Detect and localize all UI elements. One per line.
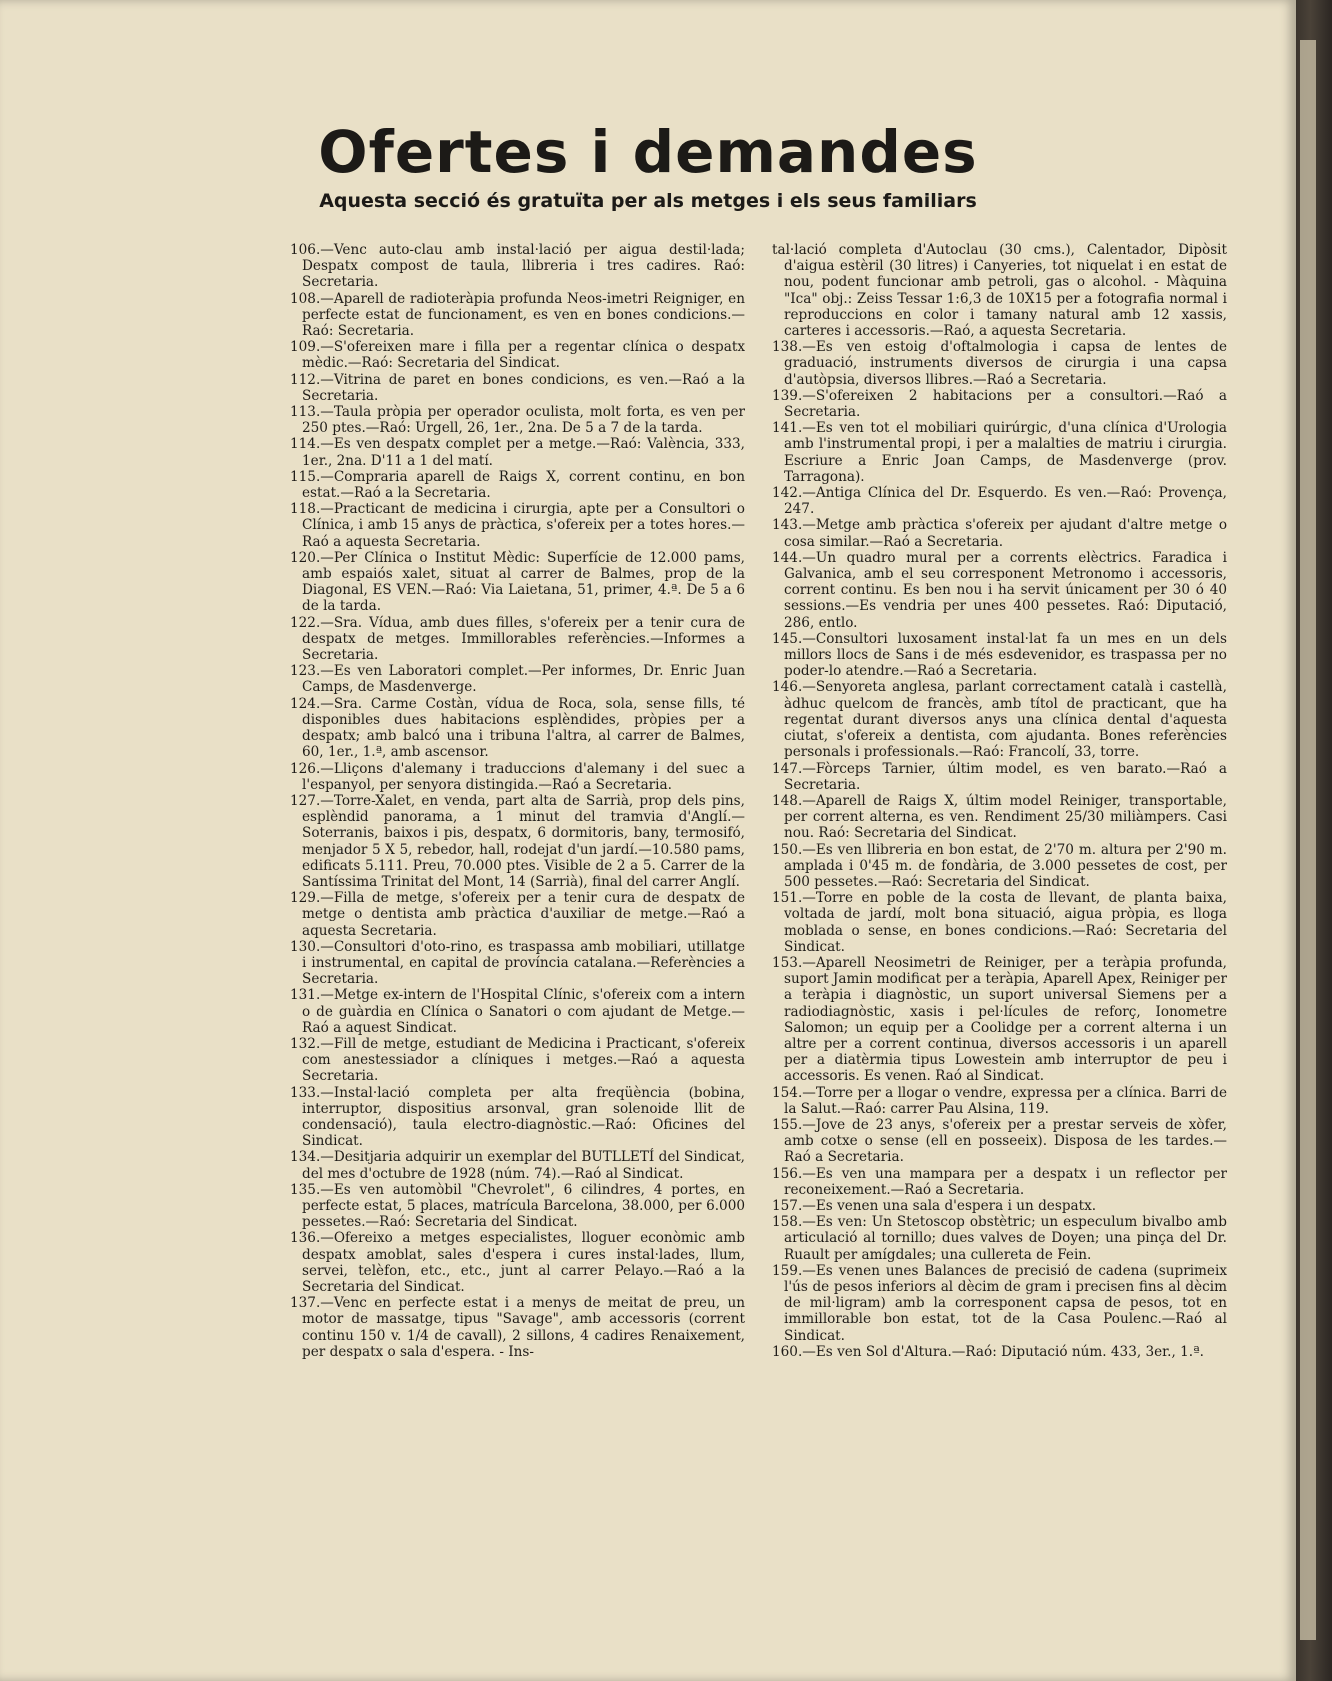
classified-entry: 122.—Sra. Vídua, amb dues filles, s'ofereix per a tenir cura de despatx de metges. Immillorables referències.—Informes a Secretaria. (290, 614, 745, 664)
classified-entry: 126.—Lliçons d'alemany i traduccions d'alemany i del suec a l'espanyol, per senyora distingida.—Raó a Secretaria. (290, 760, 745, 793)
classified-entry: 118.—Practicant de medicina i cirurgia, apte per a Consultori o Clínica, i amb 15 anys de pràctica, s'ofereix per a totes hores.—Raó a aquesta Secretaria. (290, 501, 745, 550)
classified-entry: 139.—S'ofereixen 2 habitacions per a consultori.—Raó a Secretaria. (772, 387, 1227, 421)
classified-entry: 148.—Aparell de Raigs X, últim model Reiniger, transportable, per corrent alterna, es ven. Rendiment 25/30 miliàmpers. Casi nou. Raó: Secretaria del Sindicat. (772, 792, 1227, 842)
page-subtitle: Aquesta secció és gratuïta per als metges i els seus familiars (319, 190, 977, 212)
classified-entry: 156.—Es ven una mampara per a despatx i un reflector per reconeixement.—Raó a Secretaria. (772, 1165, 1227, 1198)
classified-entry: 130.—Consultori d'oto-rino, es traspassa amb mobiliari, utillatge i instrumental, en capital de província catalana.—Referències a Secretaria. (290, 938, 745, 988)
classified-entry: 109.—S'ofereixen mare i filla per a regentar clínica o despatx mèdic.—Raó: Secretaria del Sindicat. (290, 339, 745, 372)
classified-entry: 154.—Torre per a llogar o vendre, expressa per a clínica. Barri de la Salut.—Raó: carrer Pau Alsina, 119. (772, 1084, 1227, 1117)
classified-entry: 142.—Antiga Clínica del Dr. Esquerdo. Es ven.—Raó: Provença, 247. (772, 485, 1227, 518)
classified-entry: 137.—Venc en perfecte estat i a menys de meitat de preu, un motor de massatge, tipus "Savage", amb accessoris (corrent continu 150 v. 1/4 de cavall), 2 sillons, 4 cadires Renaixement, per despatx o sala d'espera. - Ins- (290, 1295, 745, 1360)
classified-entry: 155.—Jove de 23 anys, s'ofereix per a prestar serveis de xòfer, amb cotxe o sense (ell en posseeix). Disposa de les tardes.—Raó a Secretaria. (772, 1116, 1227, 1166)
classified-entry: 144.—Un quadro mural per a corrents elèctrics. Faradica i Galvanica, amb el seu corresponent Metronomo i accessoris, corrent continu. Es ben nou i ha servit únicament per 30 ó 40 sessions.—Es vendria per unes 400 pessetes. Raó: Diputació, 286, entlo. (772, 549, 1227, 631)
next-page-edge (1300, 40, 1316, 1640)
classified-entry: 134.—Desitjaria adquirir un exemplar del BUTLLETÍ del Sindicat, del mes d'octubre de 1928 (núm. 74).—Raó al Sindicat. (290, 1149, 745, 1182)
classified-entry: 141.—Es ven tot el mobiliari quirúrgic, d'una clínica d'Urologia amb l'instrumental propi, i per a malalties de matriu i cirurgia. Escriure a Enric Joan Camps, de Masdenverge (prov. Tarragona). (772, 420, 1227, 485)
left-column (290, 242, 745, 1360)
classified-entry: 123.—Es ven Laboratori complet.—Per informes, Dr. Enric Juan Camps, de Masdenverge. (290, 663, 745, 696)
classified-entry: 106.—Venc auto-clau amb instal·lació per aigua destil·lada; Despatx compost de taula, llibreria i tres cadires. Raó: Secretaria. (290, 242, 745, 291)
classified-entry: 113.—Taula pròpia per operador oculista, molt forta, es ven per 250 ptes.—Raó: Urgell, 26, 1er., 2na. De 5 a 7 de la tarda. (290, 404, 745, 437)
classified-entry: tal·lació completa d'Autoclau (30 cms.), Calentador, Dipòsit d'aigua estèril (30 litres) i Canyeries, tot niquelat i en estat de nou, podent funcionar amb petroli, gas o alcohol. - Màquina "Ica" obj.: Zeiss Tessar 1:6,3 de 10X15 per a fotografia normal i reproduccions en color i tamany natural amb 12 xassis, carteres i accessoris.—Raó, a aquesta Secretaria. (772, 242, 1227, 340)
classified-entry: 157.—Es venen una sala d'espera i un despatx. (772, 1197, 1097, 1214)
right-column (772, 242, 1227, 1360)
page-title: Ofertes i demandes (318, 118, 978, 186)
classified-entry: 135.—Es ven automòbil "Chevrolet", 6 cilindres, 4 portes, en perfecte estat, 5 places, matrícula Barcelona, 38.000, per 6.000 pessetes.—Raó: Secretaria del Sindicat. (290, 1181, 745, 1231)
classified-entry: 131.—Metge ex-intern de l'Hospital Clínic, s'ofereix com a intern o de guàrdia en Clínica o Sanatori o com ajudant de Metge.—Raó a aquest Sindicat. (290, 987, 745, 1036)
classified-entry: 145.—Consultori luxosament instal·lat fa un mes en un dels millors llocs de Sans i de més esdevenidor, es traspassa per no poder-lo atendre.—Raó a Secretaria. (772, 630, 1227, 680)
classified-entry: 127.—Torre-Xalet, en venda, part alta de Sarrià, prop dels pins, esplèndid panorama, a 1 minut del tramvia d'Anglí.—Soterranis, baixos i pis, despatx, 6 dormitoris, bany, termosifó, menjador 5 X 5, rebedor, hall, rodejat d'un jardí.—10.580 pams, edificats 5.111. Preu, 70.000 ptes. Visible de 2 a 5. Carrer de la Santíssima Trinitat del Mont, 14 (Sarrià), final del carrer Anglí. (290, 792, 745, 890)
classified-entry: 160.—Es ven Sol d'Altura.—Raó: Diputació núm. 433, 3er., 1.ª. (772, 1343, 1204, 1360)
classified-entry: 115.—Compraria aparell de Raigs X, corrent continu, en bon estat.—Raó a la Secretaria. (290, 468, 745, 502)
classified-entry: 114.—Es ven despatx complet per a metge.—Raó: València, 333, 1er., 2na. D'11 a 1 del matí. (290, 436, 745, 469)
classified-entry: 138.—Es ven estoig d'oftalmologia i capsa de lentes de graduació, instruments diversos de cirurgia i una capsa d'autòpsia, diversos llibres.—Raó a Secretaria. (772, 339, 1227, 388)
classified-entry: 159.—Es venen unes Balances de precisió de cadena (suprimeix l'ús de pesos inferiors al dècim de gram i precisen fins al dècim de mil·ligram) amb la corresponent capsa de pesos, tot en immillorable bon estat, tot de la Casa Poulenc.—Raó al Sindicat. (772, 1262, 1227, 1344)
classified-entry: 147.—Fòrceps Tarnier, últim model, es ven barato.—Raó a Secretaria. (772, 760, 1227, 793)
classified-entry: 129.—Filla de metge, s'ofereix per a tenir cura de despatx de metge o dentista amb pràctica d'auxiliar de metge.—Raó a aquesta Secretaria. (290, 890, 745, 939)
classified-entry: 151.—Torre en poble de la costa de llevant, de planta baixa, voltada de jardí, molt bona situació, aigua pròpia, es lloga moblada o sense, en bones condicions.—Raó: Secretaria del Sindicat. (772, 890, 1227, 955)
classified-entry: 153.—Aparell Neosimetri de Reiniger, per a teràpia profunda, suport Jamin modificat per a teràpia, Aparell Apex, Reiniger per a teràpia i diagnòstic, un suport universal Siemens per a radiodiagnòstic, xasis i pel·lícules de reforç, Ionometre Salomon; un equip per a Coolidge per a corrent alterna i un altre per a corrent continua, diversos accessoris i un aparell per a diatèrmia tipus Lowestein amb interruptor de peu i accessoris. Es venen. Raó al Sindicat. (772, 954, 1227, 1085)
classified-entry: 143.—Metge amb pràctica s'ofereix per ajudant d'altre metge o cosa similar.—Raó a Secretaria. (772, 517, 1227, 550)
classified-entry: 136.—Ofereixo a metges especialistes, lloguer econòmic amb despatx amoblat, sales d'espera i cures instal·lades, llum, servei, telèfon, etc., etc., junt al carrer Pelayo.—Raó a la Secretaria del Sindicat. (290, 1230, 745, 1295)
classified-entry: 120.—Per Clínica o Institut Mèdic: Superfície de 12.000 pams, amb espaiós xalet, situat al carrer de Balmes, prop de la Diagonal, ES VEN.—Raó: Via Laietana, 51, primer, 4.ª. De 5 a 6 de la tarda. (290, 549, 745, 615)
classified-entry: 150.—Es ven llibreria en bon estat, de 2'70 m. altura per 2'90 m. amplada i 0'45 m. de fondària, de 3.000 pessetes de cost, per 500 pessetes.—Raó: Secretaria del Sindicat. (772, 841, 1227, 890)
classified-entry: 133.—Instal·lació completa per alta freqüència (bobina, interruptor, dispositius arsonval, gran solenoide llit de condensació), taula electro-diagnòstic.—Raó: Oficines del Sindicat. (290, 1084, 745, 1150)
classified-entry: 124.—Sra. Carme Costàn, vídua de Roca, sola, sense fills, té disponibles dues habitacions esplèndides, pròpies per a despatx; amb balcó una i tribuna l'altra, al carrer de Balmes, 60, 1er., 1.ª, amb ascensor. (290, 695, 745, 761)
classified-entry: 112.—Vitrina de paret en bones condicions, es ven.—Raó a la Secretaria. (290, 371, 745, 404)
classified-entry: 146.—Senyoreta anglesa, parlant correctament català i castellà, àdhuc quelcom de francès, amb títol de practicant, que ha regentat durant diversos anys una clínica dental d'aquesta ciutat, s'ofereix a dentista, com ajudanta. Bones referències personals i professionals.—Raó: Francolí, 33, torre. (772, 679, 1227, 761)
classified-entry: 132.—Fill de metge, estudiant de Medicina i Practicant, s'ofereix com anestessiador a clíniques i metges.—Raó a aquesta Secretaria. (290, 1035, 745, 1085)
classified-entry: 108.—Aparell de radioteràpia profunda Neos-imetri Reigniger, en perfecte estat de funcionament, es ven en bones condicions.—Raó: Secretaria. (290, 290, 745, 340)
classified-entry: 158.—Es ven: Un Stetoscop obstètric; un especulum bivalbo amb articulació al tornillo; dues valves de Doyen; una pinça del Dr. Ruault per amígdales; una cullereta de Fein. (772, 1214, 1227, 1263)
